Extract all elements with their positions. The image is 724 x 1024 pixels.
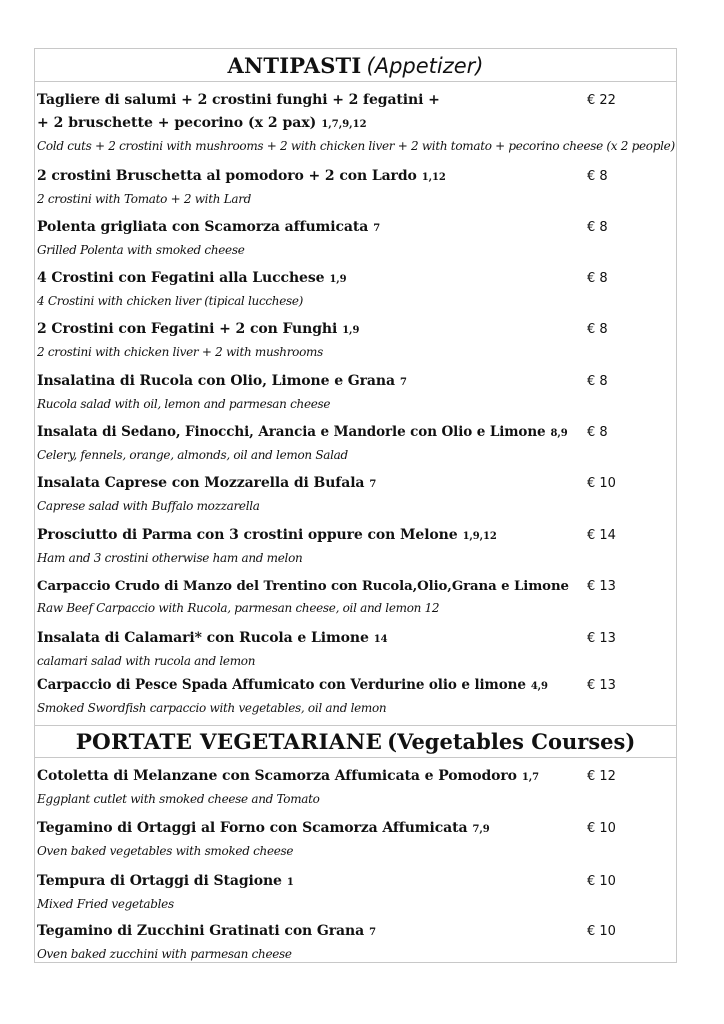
item-price: € 14 — [587, 528, 616, 543]
item-allergens: 1 — [286, 877, 294, 888]
item-name: Tegamino di Zucchini Gratinati con Grana 7 — [37, 923, 376, 939]
item-name: Polenta grigliata con Scamorza affumicata 7 — [37, 219, 381, 235]
item-price: € 8 — [587, 374, 608, 389]
item-description: 2 crostini with chicken liver + 2 with mushrooms — [37, 345, 323, 359]
item-allergens: 7 — [373, 223, 381, 234]
menu-item — [37, 674, 673, 719]
item-allergens: 7 — [399, 377, 407, 388]
menu-item — [37, 765, 673, 810]
item-name: Cotoletta di Melanzane con Scamorza Affumicata e Pomodoro 1,7 — [37, 768, 540, 784]
item-price: € 8 — [587, 220, 608, 235]
menu-item — [37, 318, 673, 363]
item-name: Carpaccio di Pesce Spada Affumicato con Verdurine olio e limone 4,9 — [37, 677, 548, 693]
item-allergens: 7 — [369, 479, 377, 490]
menu-item — [37, 920, 673, 965]
item-name: Tagliere di salumi + 2 crostini funghi + 2 fegatini + — [37, 92, 440, 108]
menu-item — [37, 267, 673, 312]
item-allergens: 1,9 — [342, 325, 360, 336]
section-title: ANTIPASTI — [227, 53, 362, 78]
item-price: € 13 — [587, 678, 616, 693]
item-description: Eggplant cutlet with smoked cheese and Tomato — [37, 792, 320, 806]
item-name: Tempura di Ortaggi di Stagione 1 — [37, 873, 294, 889]
item-price: € 12 — [587, 769, 616, 784]
item-description: Rucola salad with oil, lemon and parmesan cheese — [37, 397, 331, 411]
item-price: € 22 — [587, 93, 616, 108]
item-price: € 13 — [587, 631, 616, 646]
section-header-vegetarian — [35, 725, 676, 758]
item-price: € 10 — [587, 874, 616, 889]
item-description: Grilled Polenta with smoked cheese — [37, 243, 245, 257]
item-price: € 10 — [587, 924, 616, 939]
item-description: Raw Beef Carpaccio with Rucola, parmesan cheese, oil and lemon 12 — [37, 601, 440, 615]
menu-sheet — [34, 48, 677, 963]
item-description: calamari salad with rucola and lemon — [37, 654, 256, 668]
item-description: Oven baked zucchini with parmesan cheese — [37, 947, 292, 961]
menu-item — [37, 524, 673, 569]
item-allergens: 7 — [369, 927, 376, 938]
item-price: € 10 — [587, 476, 616, 491]
item-description: Cold cuts + 2 crostini with mushrooms + 2 with chicken liver + 2 with tomato + pecorino cheese (x 2 people) — [37, 139, 675, 153]
menu-item — [37, 89, 673, 157]
item-allergens: 1,9 — [329, 274, 347, 285]
item-price: € 8 — [587, 322, 608, 337]
item-name: Tegamino di Ortaggi al Forno con Scamorza Affumicata 7,9 — [37, 820, 490, 836]
item-allergens: 7,9 — [472, 824, 490, 835]
item-name: Prosciutto di Parma con 3 crostini oppure con Melone 1,9,12 — [37, 527, 497, 543]
item-allergens: 4,9 — [530, 681, 548, 692]
item-description: Smoked Swordfish carpaccio with vegetables, oil and lemon — [37, 701, 387, 715]
item-name: Carpaccio Crudo di Manzo del Trentino con Rucola,Olio,Grana e Limone — [37, 579, 569, 594]
item-allergens: 14 — [373, 634, 388, 645]
item-name: Insalatina di Rucola con Olio, Limone e Grana 7 — [37, 373, 407, 389]
item-price: € 8 — [587, 425, 608, 440]
item-name: Insalata di Sedano, Finocchi, Arancia e Mandorle con Olio e Limone 8,9 — [37, 424, 568, 440]
menu-item — [37, 370, 673, 415]
item-name: Insalata Caprese con Mozzarella di Bufala 7 — [37, 475, 377, 491]
item-description: 2 crostini with Tomato + 2 with Lard — [37, 192, 252, 206]
section-header-antipasti — [35, 49, 676, 82]
menu-item — [37, 575, 673, 619]
item-name: Insalata di Calamari* con Rucola e Limone 14 — [37, 630, 388, 646]
menu-item — [37, 817, 673, 862]
item-description: Mixed Fried vegetables — [37, 897, 174, 911]
menu-item — [37, 472, 673, 517]
item-price: € 8 — [587, 169, 608, 184]
item-description: Ham and 3 crostini otherwise ham and melon — [37, 551, 303, 565]
item-allergens: 8,9 — [550, 428, 568, 439]
menu-item — [37, 421, 673, 466]
item-name-continued: + 2 bruschette + pecorino (x 2 pax) 1,7,9,12 — [37, 115, 367, 131]
menu-item — [37, 870, 673, 915]
section-title: PORTATE VEGETARIANE — [75, 730, 383, 755]
item-name: 2 Crostini con Fegatini + 2 con Funghi 1,9 — [37, 321, 360, 337]
item-allergens: 1,7 — [521, 772, 540, 783]
item-price: € 13 — [587, 579, 616, 594]
item-price: € 8 — [587, 271, 608, 286]
item-description: Celery, fennels, orange, almonds, oil and lemon Salad — [37, 448, 348, 462]
item-name: 4 Crostini con Fegatini alla Lucchese 1,9 — [37, 270, 347, 286]
menu-item — [37, 627, 673, 672]
section-subtitle: (Vegetables Courses) — [387, 729, 636, 754]
menu-item — [37, 165, 673, 210]
item-description: 4 Crostini with chicken liver (tipical lucchese) — [37, 294, 304, 308]
item-allergens: 1,7,9,12 — [321, 119, 367, 130]
menu-item — [37, 216, 673, 261]
item-allergens: 1,9,12 — [462, 531, 497, 542]
item-description: Oven baked vegetables with smoked cheese — [37, 844, 294, 858]
item-price: € 10 — [587, 821, 616, 836]
item-allergens: 1,12 — [421, 172, 446, 183]
item-name: 2 crostini Bruschetta al pomodoro + 2 con Lardo 1,12 — [37, 168, 446, 184]
item-description: Caprese salad with Buffalo mozzarella — [37, 499, 260, 513]
section-subtitle: (Appetizer) — [366, 54, 484, 78]
